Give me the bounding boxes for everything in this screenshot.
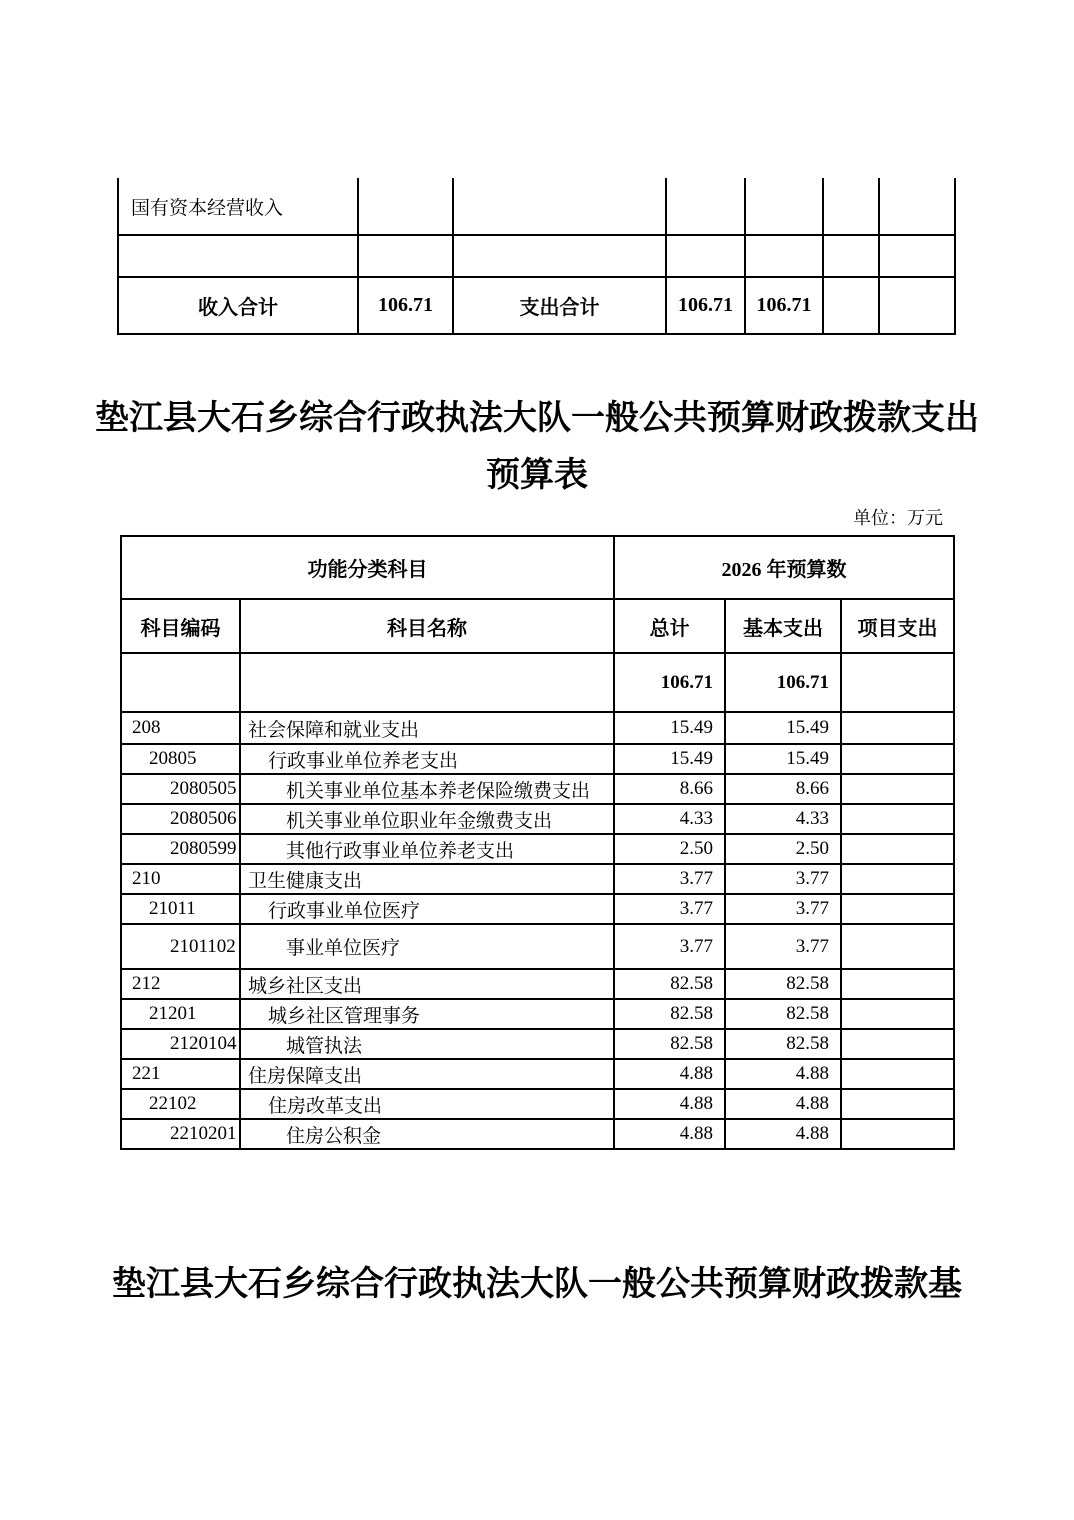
total-cell: 3.77 — [614, 924, 725, 969]
total-cell: 4.88 — [614, 1059, 725, 1089]
total-cell: 8.66 — [614, 774, 725, 804]
title-line-2: 预算表 — [486, 457, 588, 494]
project-cell — [841, 999, 954, 1029]
code-cell: 2080505 — [121, 774, 240, 804]
table-row — [121, 1059, 954, 1089]
project-cell — [841, 744, 954, 774]
total-cell: 15.49 — [614, 744, 725, 774]
table-row — [121, 774, 954, 804]
table-row — [121, 1119, 954, 1149]
project-cell — [841, 1089, 954, 1119]
name-cell: 事业单位医疗 — [240, 924, 614, 969]
basic-cell: 4.88 — [725, 1119, 841, 1149]
function-category-header: 功能分类科目 — [121, 536, 614, 599]
table-row — [121, 864, 954, 894]
grand-total-row — [121, 653, 954, 712]
total-cell: 82.58 — [614, 999, 725, 1029]
project-cell — [841, 804, 954, 834]
name-cell: 机关事业单位基本养老保险缴费支出 — [240, 774, 614, 804]
next-page-title: 垫江县大石乡综合行政执法大队一般公共预算财政拨款基 — [112, 1266, 962, 1303]
table-row — [121, 894, 954, 924]
name-cell: 行政事业单位养老支出 — [240, 744, 614, 774]
basic-cell: 8.66 — [725, 774, 841, 804]
code-cell: 21011 — [121, 894, 240, 924]
project-cell — [841, 864, 954, 894]
table-row — [121, 712, 954, 744]
code-cell: 2080506 — [121, 804, 240, 834]
project-cell — [841, 1029, 954, 1059]
table-row — [118, 178, 955, 235]
basic-cell: 2.50 — [725, 834, 841, 864]
basic-cell: 3.77 — [725, 924, 841, 969]
table-row — [121, 999, 954, 1029]
title-line-1: 垫江县大石乡综合行政执法大队一般公共预算财政拨款支出 — [95, 400, 979, 437]
table-row — [121, 924, 954, 969]
name-cell: 住房改革支出 — [240, 1089, 614, 1119]
totals-row — [118, 277, 955, 334]
project-cell — [841, 969, 954, 999]
total-cell: 3.77 — [614, 894, 725, 924]
project-cell — [841, 653, 954, 712]
carryover-summary-table — [117, 178, 956, 335]
income-total-value-cell: 106.71 — [358, 277, 453, 334]
basic-cell: 15.49 — [725, 744, 841, 774]
empty-cell — [745, 235, 823, 277]
basic-cell: 15.49 — [725, 712, 841, 744]
expense-total-value-cell: 106.71 — [666, 277, 745, 334]
unit-note: 单位：万元 — [853, 508, 943, 528]
empty-cell — [666, 178, 745, 235]
empty-cell — [879, 277, 955, 334]
total-cell: 82.58 — [614, 969, 725, 999]
name-cell: 住房公积金 — [240, 1119, 614, 1149]
expense-basic-value-cell: 106.71 — [745, 277, 823, 334]
basic-expenditure-header: 基本支出 — [725, 599, 841, 653]
empty-cell — [823, 178, 879, 235]
total-cell: 106.71 — [614, 653, 725, 712]
subject-name-header: 科目名称 — [240, 599, 614, 653]
code-cell: 2080599 — [121, 834, 240, 864]
code-cell: 22102 — [121, 1089, 240, 1119]
empty-cell — [823, 235, 879, 277]
empty-cell — [879, 235, 955, 277]
project-cell — [841, 924, 954, 969]
basic-cell: 3.77 — [725, 864, 841, 894]
project-cell — [841, 774, 954, 804]
project-cell — [841, 712, 954, 744]
empty-cell — [118, 235, 358, 277]
table-row — [121, 969, 954, 999]
code-cell: 20805 — [121, 744, 240, 774]
total-cell: 82.58 — [614, 1029, 725, 1059]
total-cell: 3.77 — [614, 864, 725, 894]
basic-cell: 4.88 — [725, 1089, 841, 1119]
project-expenditure-header: 项目支出 — [841, 599, 954, 653]
total-cell: 4.88 — [614, 1119, 725, 1149]
basic-cell: 4.88 — [725, 1059, 841, 1089]
code-cell: 21201 — [121, 999, 240, 1029]
basic-cell: 82.58 — [725, 1029, 841, 1059]
basic-cell: 82.58 — [725, 999, 841, 1029]
name-cell: 机关事业单位职业年金缴费支出 — [240, 804, 614, 834]
total-cell: 15.49 — [614, 712, 725, 744]
name-cell: 行政事业单位医疗 — [240, 894, 614, 924]
basic-cell: 106.71 — [725, 653, 841, 712]
name-cell: 其他行政事业单位养老支出 — [240, 834, 614, 864]
code-cell — [121, 653, 240, 712]
table-row — [121, 1089, 954, 1119]
budget-2026-header: 2026 年预算数 — [614, 536, 954, 599]
project-cell — [841, 894, 954, 924]
state-capital-income-cell: 国有资本经营收入 — [118, 178, 358, 235]
table-row — [121, 804, 954, 834]
project-cell — [841, 834, 954, 864]
name-cell: 城管执法 — [240, 1029, 614, 1059]
table-row — [121, 834, 954, 864]
project-cell — [841, 1119, 954, 1149]
code-cell: 221 — [121, 1059, 240, 1089]
name-cell: 城乡社区支出 — [240, 969, 614, 999]
empty-cell — [358, 178, 453, 235]
empty-cell — [823, 277, 879, 334]
empty-cell — [453, 235, 666, 277]
empty-cell — [358, 235, 453, 277]
name-cell: 住房保障支出 — [240, 1059, 614, 1089]
income-total-label-cell: 收入合计 — [118, 277, 358, 334]
expense-total-label-cell: 支出合计 — [453, 277, 666, 334]
subject-code-header: 科目编码 — [121, 599, 240, 653]
header-group-row — [121, 536, 954, 599]
name-cell — [240, 653, 614, 712]
basic-cell: 82.58 — [725, 969, 841, 999]
code-cell: 212 — [121, 969, 240, 999]
total-cell: 2.50 — [614, 834, 725, 864]
code-cell: 2101102 — [121, 924, 240, 969]
empty-cell — [666, 235, 745, 277]
total-cell: 4.88 — [614, 1089, 725, 1119]
header-row — [121, 599, 954, 653]
empty-cell — [879, 178, 955, 235]
project-cell — [841, 1059, 954, 1089]
name-cell: 卫生健康支出 — [240, 864, 614, 894]
expenditure-budget-table — [120, 535, 955, 1150]
basic-cell: 3.77 — [725, 894, 841, 924]
name-cell: 城乡社区管理事务 — [240, 999, 614, 1029]
table-row — [121, 744, 954, 774]
table-row — [121, 1029, 954, 1059]
code-cell: 208 — [121, 712, 240, 744]
name-cell: 社会保障和就业支出 — [240, 712, 614, 744]
table-row — [118, 235, 955, 277]
total-header: 总计 — [614, 599, 725, 653]
total-cell: 4.33 — [614, 804, 725, 834]
empty-cell — [745, 178, 823, 235]
code-cell: 2120104 — [121, 1029, 240, 1059]
basic-cell: 4.33 — [725, 804, 841, 834]
expense-budget-table-title — [0, 390, 1074, 504]
code-cell: 2210201 — [121, 1119, 240, 1149]
empty-cell — [453, 178, 666, 235]
code-cell: 210 — [121, 864, 240, 894]
